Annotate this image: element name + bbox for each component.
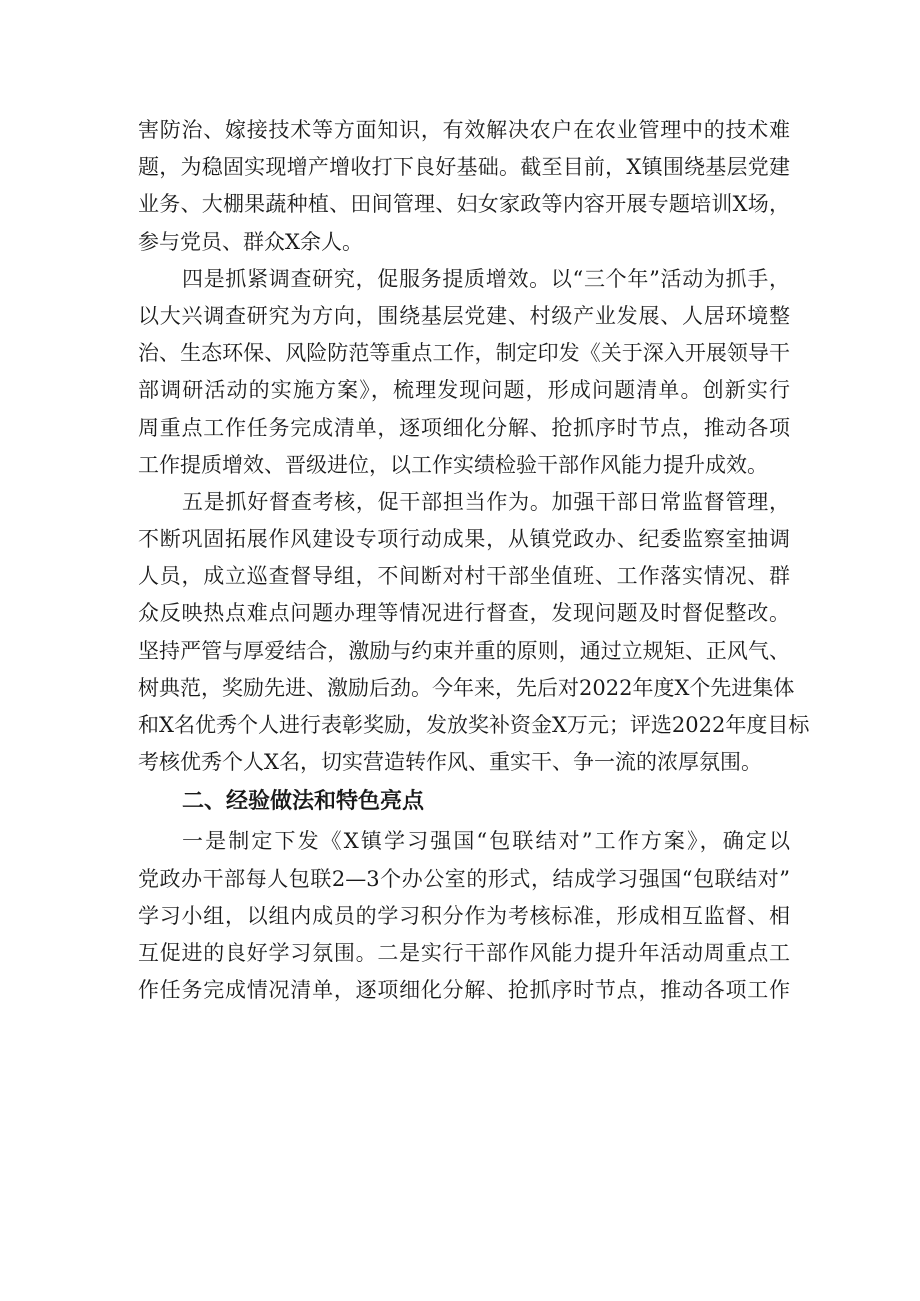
paragraph-4 — [138, 823, 790, 1009]
text-line: 学习小组，以组内成员的学习积分作为考核标准，形成相互监督、相 — [138, 903, 790, 928]
text-line: 周重点工作任务完成清单，逐项细化分解、抢抓序时节点，推动各项 — [138, 415, 790, 440]
text-line: 五是抓好督查考核，促干部担当作为。加强干部日常监督管理， — [182, 489, 790, 514]
paragraph-3 — [138, 484, 810, 782]
text-line: 治、生态环保、风险防范等重点工作，制定印发《关于深入开展领导干 — [138, 341, 790, 366]
text-line: 部调研活动的实施方案》，梳理发现问题，形成问题清单。创新实行 — [138, 378, 790, 403]
text-line: 参与党员、群众X余人。 — [138, 229, 363, 254]
text-line: 和X名优秀个人进行表彰奖励，发放奖补资金X万元；评选2022年度目标 — [138, 713, 810, 737]
text-line: 树典范，奖励先进、激励后劲。今年来，先后对2022年度X个先进集体 — [138, 675, 795, 700]
text-line: 作任务完成情况清单，逐项细化分解、抢抓序时节点，推动各项工作 — [138, 978, 790, 1003]
text-line: 题，为稳固实现增产增收打下良好基础。截至目前，X镇围绕基层党建 — [138, 155, 790, 180]
paragraph-2 — [138, 261, 790, 484]
text-line: 党政办干部每人包联2—3个办公室的形式，结成学习强国“包联结对” — [138, 866, 790, 891]
text-line: 不断巩固拓展作风建设专项行动成果，从镇党政办、纪委监察室抽调 — [138, 527, 790, 552]
text-line: 考核优秀个人X名，切实营造转作风、重实干、争一流的浓厚氛围。 — [138, 750, 762, 775]
section-heading: 二、经验做法和特色亮点 — [182, 789, 425, 815]
text-line: 坚持严管与厚爱结合，激励与约束并重的原则，通过立规矩、正风气、 — [138, 638, 790, 663]
text-line: 害防治、嫁接技术等方面知识，有效解决农户在农业管理中的技术难 — [138, 118, 790, 142]
text-line: 一是制定下发《X镇学习强国“包联结对”工作方案》，确定以 — [182, 829, 790, 854]
text-line: 业务、大棚果蔬种植、田间管理、妇女家政等内容开展专题培训X场， — [138, 192, 790, 217]
text-line: 四是抓紧调查研究，促服务提质增效。以“三个年”活动为抓手， — [182, 266, 790, 291]
text-line: 人员，成立巡查督导组，不间断对村干部坐值班、工作落实情况、群 — [138, 564, 790, 589]
text-line: 以大兴调查研究为方向，围绕基层党建、村级产业发展、人居环境整 — [138, 303, 790, 328]
text-line: 互促进的良好学习氛围。二是实行干部作风能力提升年活动周重点工 — [138, 940, 790, 965]
text-line: 工作提质增效、晋级进位，以工作实绩检验干部作风能力提升成效。 — [138, 452, 768, 477]
paragraph-1 — [138, 112, 790, 261]
text-line: 众反映热点难点问题办理等情况进行督查，发现问题及时督促整改。 — [138, 601, 790, 626]
